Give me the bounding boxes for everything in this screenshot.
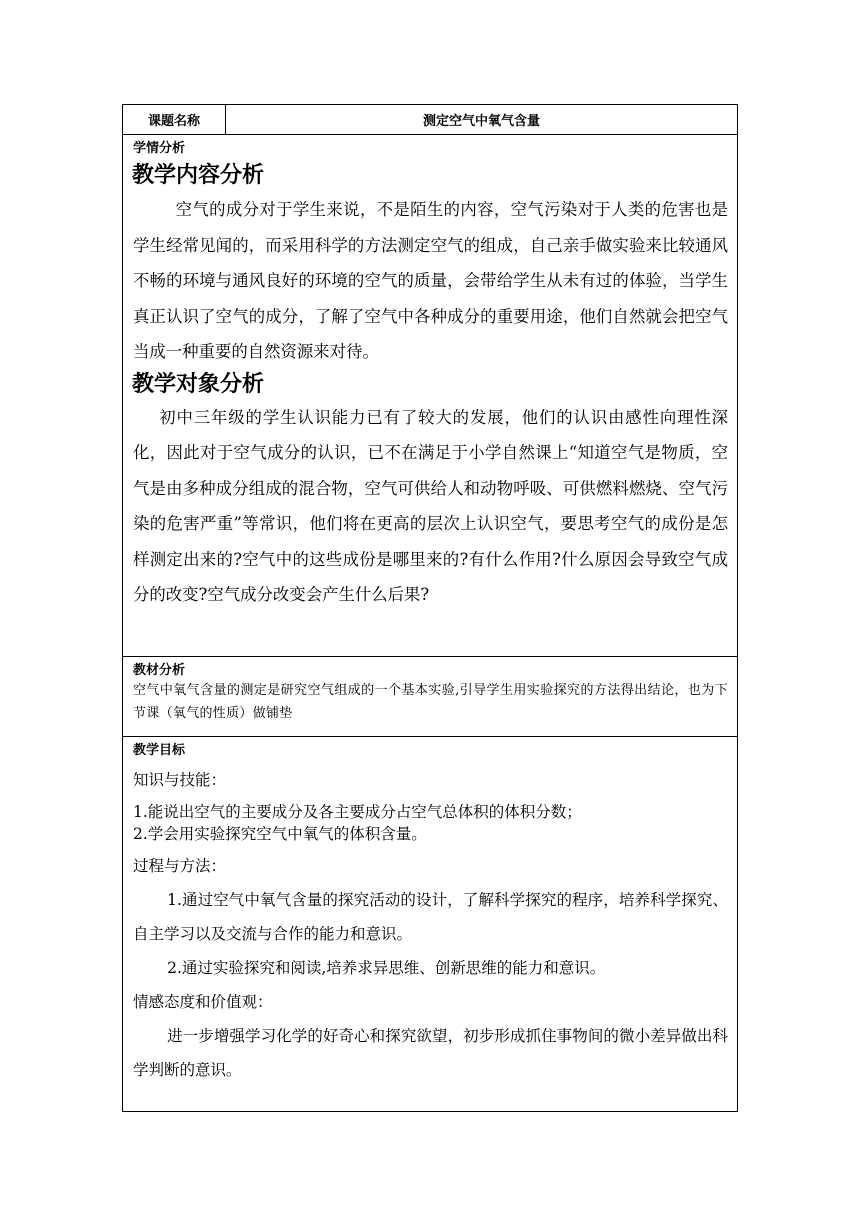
title-row xyxy=(123,105,737,135)
teaching-goals-section xyxy=(123,737,737,1111)
emotion-label: 情感态度和价值观： xyxy=(133,993,273,1011)
teaching-goals-heading: 教学目标 xyxy=(133,743,186,758)
learning-analysis-section xyxy=(123,135,737,657)
process-item-1: 1.通过空气中氧气含量的探究活动的设计，了解科学探究的程序，培养科学探究、自主学习以及交流与合作的能力和意识。 xyxy=(133,891,728,943)
content-analysis-heading: 教学内容分析 xyxy=(132,163,265,188)
material-analysis-section xyxy=(123,657,737,737)
knowledge-item-2: 2.学会用实验探究空气中氧气的体积含量。 xyxy=(133,825,427,843)
process-label: 过程与方法： xyxy=(133,857,227,875)
emotion-item-1: 进一步增强学习化学的好奇心和探究欲望，初步形成抓住事物间的微小差异做出科学判断的意识。 xyxy=(133,1027,728,1079)
material-analysis-heading: 教材分析 xyxy=(133,663,186,678)
topic-label: 课题名称 xyxy=(123,105,226,134)
learning-analysis-heading: 学情分析 xyxy=(133,141,186,156)
object-analysis-heading: 教学对象分析 xyxy=(132,371,265,397)
lesson-plan-table xyxy=(122,104,738,1112)
content-analysis-text: 空气的成分对于学生来说，不是陌生的内容，空气污染对于人类的危害也是学生经常见闻的，而采用科学的方法测定空气的组成，自己亲手做实验来比较通风不畅的环境与通风良好的环境的空气的质量，会带给学生从未有过的体验，当学生真正认识了空气的成分，了解了空气中各种成分的重要用途，他们自然就会把空气当成一种重要的自然资源来对待。 xyxy=(133,200,728,361)
knowledge-item-1: 1.能说出空气的主要成分及各主要成分占空气总体积的体积分数； xyxy=(133,803,582,821)
knowledge-label: 知识与技能： xyxy=(133,771,227,789)
material-analysis-text: 空气中氧气含量的测定是研究空气组成的一个基本实验,引导学生用实验探究的方法得出结论，也为下节课（氧气的性质）做铺垫 xyxy=(133,683,728,721)
topic-title: 测定空气中氧气含量 xyxy=(422,114,540,129)
object-analysis-text: 初中三年级的学生认识能力已有了较大的发展，他们的认识由感性向理性深化，因此对于空气成分的认识，已不在满足于小学自然课上“知道空气是物质，空气是由多种成分组成的混合物，空气可供给人和动物呼吸、可供燃料燃烧、空气污染的危害严重”等常识，他们将在更高的层次上认识空气，要思考空气的成份是怎样测定出来的?空气中的这些成份是哪里来的?有什么作用?什么原因会导致空气成分的改变?空气成分改变会产生什么后果? xyxy=(133,407,728,604)
process-item-2: 2.通过实验探究和阅读,培养求异思维、创新思维的能力和意识。 xyxy=(167,959,606,977)
